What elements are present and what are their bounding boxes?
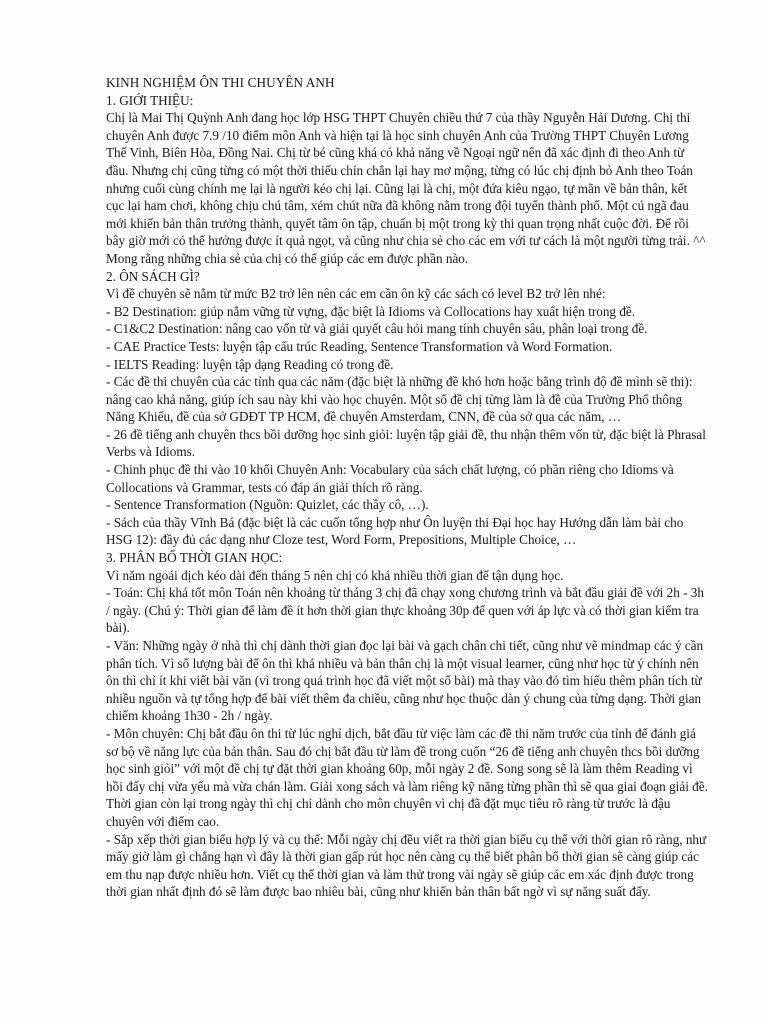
book-list-item: - Các đề thi chuyên của các tỉnh qua các năm (đặc biệt là những đề khó hơn hoặc bằng trình độ đề mình sẽ thi): nâng cao khả năng, giúp ích sau này khi vào học chuyên. Một số đề chị từng làm là đề của Trường Phổ thông Năng Khiếu, đề của sở GDĐT TP HCM, đề chuyên Amsterdam, CNN, đề của sở qua các năm, …	[106, 374, 693, 425]
book-list-item: - Chinh phục đề thi vào 10 khối Chuyên Anh: Vocabulary của sách chất lượng, có phần riêng cho Idioms và Collocations và Grammar, tests có đáp án giải thích rõ ràng.	[106, 462, 674, 495]
section-2-heading: 2. ÔN SÁCH GÌ?	[106, 268, 200, 284]
section-3-heading: 3. PHÂN BỔ THỜI GIAN HỌC:	[106, 550, 283, 566]
document-title: KINH NGHIỆM ÔN THI CHUYÊN ANH	[106, 75, 335, 90]
book-list-item: - Sách của thầy Vĩnh Bá (đặc biệt là các cuốn tổng hợp như Ôn luyện thi Đại học hay Hướng dẫn làm bài cho HSG 12): đầy đủ các dạng như Cloze test, Word Form, Prepositions, Multiple Choice, …	[106, 514, 684, 548]
book-list-item: - 26 đề tiếng anh chuyên thcs bồi dưỡng học sinh giỏi: luyện tập giải đề, thu nhận thêm vốn từ, đặc biệt là Phrasal Verbs và Idioms.	[106, 426, 706, 460]
section-2-intro: Vì đề chuyên sẽ nằm từ mức B2 trở lên nên các em cần ôn kỹ các sách có level B2 trở lên nhé:	[106, 286, 606, 302]
section-3-intro: Vì năm ngoái dịch kéo dài đến tháng 5 nên chị có khá nhiều thời gian để tận dụng học.	[106, 567, 564, 583]
schedule-item: - Văn: Những ngày ở nhà thì chị dành thời gian đọc lại bài và gạch chân chi tiết, cũng như vẽ mindmap các ý cần phân tích. Vì số lượng bài để ôn thì khá nhiều và bản thân chị là một visual learner, cũng như học từ ý chính nên ôn thì chỉ ít khi viết bài văn (vì trong quá trình học đã viết một số bài) mà thay vào đó tìm hiểu thêm phân tích từ nhiều nguồn và tự tổng hợp để bài viết thêm đa chiều, cũng như học thuộc dàn ý chung của từng dạng. Thời gian chiếm khoảng 1h30 - 2h / ngày.	[106, 638, 704, 724]
document-body	[106, 74, 708, 901]
book-list-item: - IELTS Reading: luyện tập dạng Reading có trong đề.	[106, 356, 394, 372]
book-list-item: - C1&C2 Destination: nâng cao vốn từ và giải quyết câu hỏi mang tính chuyên sâu, phân loại trong đề.	[106, 321, 648, 337]
schedule-item: - Sắp xếp thời gian biểu hợp lý và cụ thể: Mỗi ngày chị đều viết ra thời gian biểu cụ thể với thời gian rõ ràng, như mấy giờ làm gì chẳng hạn vì đây là thời gian gấp rút học nên càng cụ thể biết phân bổ thời gian sẽ càng giúp các em thu nạp được nhiều hơn. Viết cụ thể thời gian và làm thử trong vài ngày sẽ giúp các em xác định được trong thời gian nhất định đó sẽ làm được bao nhiêu bài, cũng như khiến bản thân bất ngờ vì sự năng suất đấy.	[106, 831, 707, 900]
book-list-item: - B2 Destination: giúp nắm vững từ vựng, đặc biệt là Idioms và Collocations hay xuất hiện trong đề.	[106, 303, 636, 319]
book-list-item: - CAE Practice Tests: luyện tập cấu trúc Reading, Sentence Transformation và Word Formation.	[106, 338, 613, 354]
section-1-heading: 1. GIỚI THIỆU:	[106, 92, 194, 108]
book-list-item: - Sentence Transformation (Nguồn: Quizlet, các thầy cô, …).	[106, 497, 429, 513]
schedule-item: - Môn chuyên: Chị bắt đầu ôn thi từ lúc nghỉ dịch, bắt đầu từ việc làm các đề thi năm trước của tỉnh để đánh giá sơ bộ về năng lực của bản thân. Sau đó chị bắt đầu từ làm đề trong cuốn “26 đề tiếng anh chuyên thcs bồi dưỡng học sinh giỏi” với một đề chị tự đặt thời gian khoảng 60p, mỗi ngày 2 đề. Song song sẽ là làm thêm Reading vì hồi đấy chị vừa yếu mà vừa chán làm. Giải xong sách và làm riêng kỹ năng từng phần thì sẽ qua giai đoạn giải đề. Thời gian còn lại trong ngày thì chị chỉ dành cho môn chuyên vì chị đã đặt mục tiêu rõ ràng từ trước là đậu chuyên với điểm cao.	[106, 725, 708, 829]
section-1-paragraph: Chị là Mai Thị Quỳnh Anh đang học lớp HSG THPT Chuyên chiều thứ 7 của thầy Nguyễn Hải Dương. Chị thi chuyên Anh được 7.9 /10 điểm môn Anh và hiện tại là học sinh chuyên Anh của Trường THPT Chuyên Lương Thế Vinh, Biên Hòa, Đồng Nai. Chị từ bé cũng khá có khả năng về Ngoại ngữ nên đã xác định đi theo Anh từ đầu. Nhưng chị cũng từng có một thời thiếu chín chắn lại hay mơ mộng, từng có lúc chị định bỏ Anh theo Toán nhưng cuối cùng chính mẹ lại là người kéo chị lại. Cũng lại là chị, một đứa kiêu ngạo, tự mãn về bản thân, kết cục lại ham chơi, không chịu chú tâm, xém chút nữa đã không nằm trong đội tuyển thành phố. Một cú ngã đau mới khiến bản thân trưởng thành, quyết tâm ôn tập, chuẩn bị một trong kỳ thi quan trọng nhất cuộc đời. Để rồi bây giờ mới có thể hưởng được ít quả ngọt, và cũng như chia sẻ cho các em với tư cách là một người từng trải. ^^ Mong rằng những chia sẻ của chị có thể giúp các em được phần nào.	[106, 110, 706, 266]
schedule-item: - Toán: Chị khá tốt môn Toán nên khoảng từ tháng 3 chị đã chạy xong chương trình và bắt đầu giải đề với 2h - 3h / ngày. (Chú ý: Thời gian để làm đề ít hơn thời gian thực khoảng 30p để quen với áp lực và có thời gian kiểm tra bài).	[106, 585, 704, 636]
